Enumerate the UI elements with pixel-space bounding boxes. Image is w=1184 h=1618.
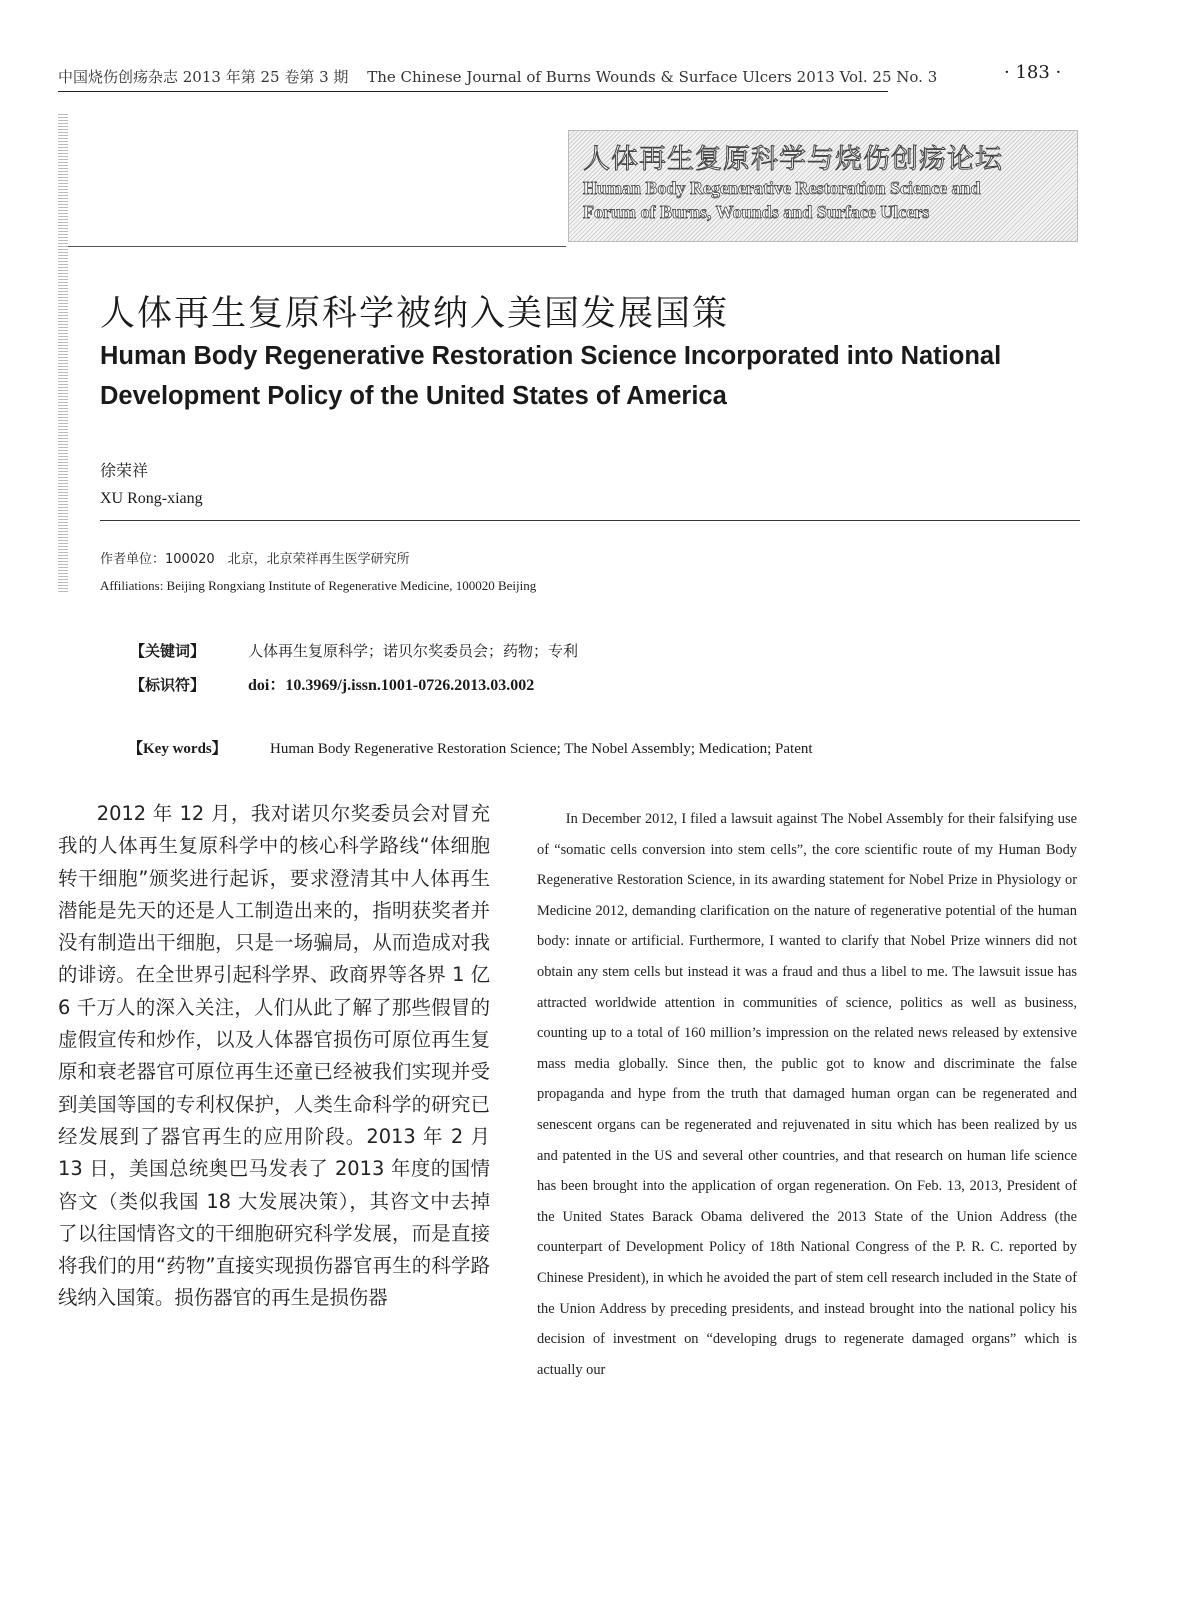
body-column-zh	[58, 798, 490, 1315]
body-paragraph-zh: 2012 年 12 月，我对诺贝尔奖委员会对冒充我的人体再生复原科学中的核心科学路线“体细胞转干细胞”颁奖进行起诉，要求澄清其中人体再生潜能是先天的还是人工制造出来的，指明获奖者并没有制造出干细胞，只是一场骗局，从而造成对我的诽谤。在全世界引起科学界、政商界等各界 1 亿 6 千万人的深入关注，人们从此了解了那些假冒的虚假宣传和炒作，以及人体器官损伤可原位再生复原和衰老器官可原位再生还童已经被我们实现并受到美国等国的专利权保护，人类生命科学的研究已经发展到了器官再生的应用阶段。2013 年 2 月 13 日，美国总统奥巴马发表了 2013 年度的国情咨文（类似我国 18 大发展决策），其咨文中去掉了以往国情咨文的干细胞研究科学发展，而是直接将我们的用“药物”直接实现损伤器官再生的科学路线纳入国策。损伤器官的再生是损伤器	[58, 802, 490, 1310]
author-name-en: XU Rong-xiang	[100, 490, 203, 507]
keywords-label-zh: 【关键词】	[130, 642, 206, 660]
identifier-label: 【标识符】	[130, 676, 206, 694]
keywords-zh	[130, 640, 578, 661]
page-number: · 183 ·	[1004, 62, 1062, 83]
author-name-zh: 徐荣祥	[100, 461, 149, 480]
body-column-en	[537, 804, 1077, 1385]
keywords-en	[128, 737, 813, 758]
author-divider	[100, 520, 1080, 521]
forum-title-en-line2: Forum of Burns, Wounds and Surface Ulcers	[583, 202, 930, 222]
identifier-row	[130, 672, 534, 695]
affiliation-zh: 作者单位：100020 北京，北京荣祥再生医学研究所	[100, 552, 410, 567]
header-divider	[68, 246, 566, 247]
forum-banner	[568, 130, 1078, 242]
running-header	[58, 66, 938, 92]
doi-value: doi：10.3969/j.issn.1001-0726.2013.03.002	[248, 677, 535, 694]
forum-title-zh: 人体再生复原科学与烧伤创疡论坛	[583, 144, 1003, 175]
article-title-en: Human Body Regenerative Restoration Science Incorporated into National Development Policy of the United States of America	[100, 342, 1002, 410]
keywords-value-en: Human Body Regenerative Restoration Science; The Nobel Assembly; Medication; Patent	[270, 741, 813, 757]
forum-title-en-line1: Human Body Regenerative Restoration Science and	[583, 178, 981, 198]
binding-margin-stripe	[58, 112, 68, 592]
journal-name-en: The Chinese Journal of Burns Wounds & Surface Ulcers 2013 Vol. 25 No. 3	[367, 68, 938, 86]
article-title-zh: 人体再生复原科学被纳入美国发展国策	[100, 294, 730, 334]
keywords-value-zh: 人体再生复原科学；诺贝尔奖委员会；药物；专利	[248, 642, 579, 660]
affiliation-en: Affiliations: Beijing Rongxiang Institute of Regenerative Medicine, 100020 Beijing	[100, 578, 537, 593]
journal-name-zh: 中国烧伤创疡杂志 2013 年第 25 卷第 3 期	[58, 68, 349, 86]
keywords-label-en: 【Key words】	[128, 741, 227, 757]
body-paragraph-en: In December 2012, I filed a lawsuit against The Nobel Assembly for their falsifying use of “somatic cells conversion into stem cells”, the core scientific route of my Human Body Regenerative Restoration Science, in its awarding statement for Nobel Prize in Physiology or Medicine 2012, demanding clarification on the nature of regenerative potential of the human body: innate or artificial. Furthermore, I wanted to clarify that Nobel Prize winners did not obtain any stem cells but instead it was a fraud and thus a libel to me. The lawsuit issue has attracted worldwide attention in communities of science, politics as well as business, counting up to a total of 160 million’s impression on the related news released by extensive mass media globally. Since then, the public got to know and discriminate the false propaganda and hype from the truth that damaged human organ can be regenerated and senescent organs can be regenerated and rejuvenated in situ which has been realized by us and patented in the US and several other countries, and that research on human life science has been brought into the application of organ regeneration. On Feb. 13, 2013, President of the United States Barack Obama delivered the 2013 State of the Union Address (the counterpart of Development Policy of 18th National Congress of the P. R. C. reported by Chinese President), in which he avoided the part of stem cell research included in the State of the Union Address by preceding presidents, and instead brought into the national policy his decision of investment on “developing drugs to regenerate damaged organs” which is actually our	[537, 811, 1077, 1378]
